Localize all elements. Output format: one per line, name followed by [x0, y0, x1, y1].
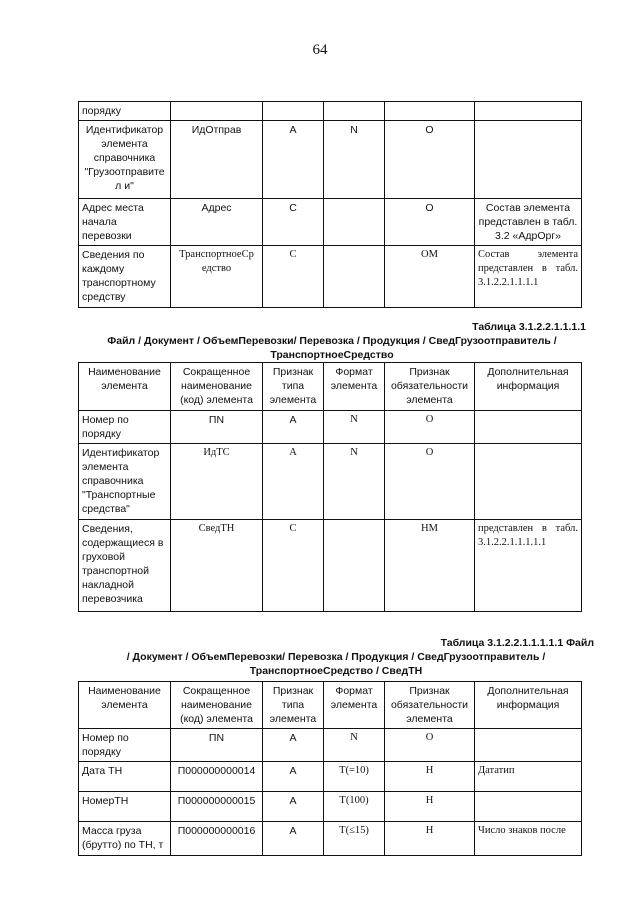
- cell-required: НМ: [385, 520, 475, 612]
- table-row: [79, 444, 582, 520]
- cell-name: Идентификатор элемента справочника "Грузоотправител и": [79, 121, 171, 199]
- cell-required: Н: [385, 792, 475, 822]
- cell-required: О: [385, 444, 475, 520]
- cell-type: А: [263, 822, 324, 856]
- header-required: Признак обязательности элемента: [385, 363, 475, 411]
- cell-required: О: [385, 729, 475, 762]
- cell-info: [475, 444, 582, 520]
- cell-name: Идентификатор элемента справочника "Транспортные средства": [79, 444, 171, 520]
- cell-format: N: [324, 729, 385, 762]
- cell-name: Номер по порядку: [79, 411, 171, 444]
- cell-info: [475, 411, 582, 444]
- cell-name: порядку: [79, 102, 171, 121]
- table-transport: [78, 362, 582, 612]
- cell-code: П000000000015: [171, 792, 263, 822]
- header-type: Признак типа элемента: [263, 682, 324, 729]
- header-row: [79, 363, 582, 411]
- cell-format: Т(100): [324, 792, 385, 822]
- table-row: [79, 102, 582, 121]
- cell-code: [171, 102, 263, 121]
- table-continued: [78, 101, 582, 308]
- cell-code: СведТН: [171, 520, 263, 612]
- cell-required: Н: [385, 822, 475, 856]
- cell-code: П000000000016: [171, 822, 263, 856]
- cell-type: А: [263, 729, 324, 762]
- cell-name: Сведения, содержащиеся в груховой транспортной накладной перевозчика: [79, 520, 171, 612]
- cell-format: [324, 520, 385, 612]
- cell-info: Состав элемента представлен в табл. 3.1.2.2.1.1.1.1: [475, 246, 582, 308]
- cell-required: [385, 102, 475, 121]
- cell-name: Адрес места начала перевозки: [79, 199, 171, 246]
- table-row: [79, 246, 582, 308]
- cell-type: А: [263, 411, 324, 444]
- cell-name: Номер по порядку: [79, 729, 171, 762]
- cell-code: ПN: [171, 411, 263, 444]
- cell-type: С: [263, 520, 324, 612]
- cell-info: [475, 729, 582, 762]
- table-row: [79, 762, 582, 792]
- cell-required: ОМ: [385, 246, 475, 308]
- cell-code: П000000000014: [171, 762, 263, 792]
- header-code: Сокращенное наименование (код) элемента: [171, 682, 263, 729]
- cell-format: N: [324, 121, 385, 199]
- cell-type: С: [263, 246, 324, 308]
- table-row: [79, 199, 582, 246]
- header-format: Формат элемента: [324, 363, 385, 411]
- table-row: [79, 121, 582, 199]
- cell-info: [475, 792, 582, 822]
- cell-format: [324, 199, 385, 246]
- cell-format: Т(=10): [324, 762, 385, 792]
- header-type: Признак типа элемента: [263, 363, 324, 411]
- cell-info: Состав элемента представлен в табл. 3.2 «АдрОрг»: [475, 199, 582, 246]
- cell-format: [324, 246, 385, 308]
- table-number: Таблица 3.1.2.2.1.1.1.1.1 Файл: [440, 637, 594, 649]
- cell-required: Н: [385, 762, 475, 792]
- cell-type: А: [263, 762, 324, 792]
- header-name: Наименование элемента: [79, 682, 171, 729]
- cell-name: НомерТН: [79, 792, 171, 822]
- table-row: [79, 729, 582, 762]
- table-path: / Документ / ОбъемПеревозки/ Перевозка / Продукция / СведГрузоотправитель /: [126, 651, 546, 663]
- cell-info: Число знаков после: [475, 822, 582, 856]
- table-number: Таблица 3.1.2.2.1.1.1.1: [472, 321, 586, 333]
- cell-code: ИдТС: [171, 444, 263, 520]
- table-row: [79, 822, 582, 856]
- cell-required: О: [385, 411, 475, 444]
- cell-required: О: [385, 121, 475, 199]
- header-required: Признак обязательности элемента: [385, 682, 475, 729]
- cell-code: Адрес: [171, 199, 263, 246]
- cell-info: [475, 121, 582, 199]
- header-row: [79, 682, 582, 729]
- table-caption: [78, 320, 586, 362]
- cell-code: ИдОтправ: [171, 121, 263, 199]
- table-row: [79, 520, 582, 612]
- header-name: Наименование элемента: [79, 363, 171, 411]
- table-path: Файл / Документ / ОбъемПеревозки/ Перевозка / Продукция / СведГрузоотправитель /: [107, 335, 557, 347]
- header-info: Дополнительная информация: [475, 363, 582, 411]
- header-code: Сокращенное наименование (код) элемента: [171, 363, 263, 411]
- cell-type: [263, 102, 324, 121]
- cell-code: ПN: [171, 729, 263, 762]
- cell-format: Т(≤15): [324, 822, 385, 856]
- cell-type: А: [263, 121, 324, 199]
- cell-info: Дататип: [475, 762, 582, 792]
- table-row: [79, 411, 582, 444]
- cell-format: [324, 102, 385, 121]
- table-path-end: ТранспортноеСредство: [270, 349, 394, 361]
- table-row: [79, 792, 582, 822]
- table-caption: [78, 636, 594, 678]
- cell-type: С: [263, 199, 324, 246]
- cell-info: представлен в табл. 3.1.2.2.1.1.1.1.1: [475, 520, 582, 612]
- table-path-end: ТранспортноеСредство / СведТН: [249, 665, 423, 677]
- header-format: Формат элемента: [324, 682, 385, 729]
- cell-required: О: [385, 199, 475, 246]
- cell-name: Дата ТН: [79, 762, 171, 792]
- cell-name: Масса груза (брутто) по ТН, т: [79, 822, 171, 856]
- table-waybill: [78, 681, 582, 856]
- header-info: Дополнительная информация: [475, 682, 582, 729]
- cell-format: N: [324, 444, 385, 520]
- page-number: 64: [312, 42, 328, 58]
- cell-info: [475, 102, 582, 121]
- cell-code: ТранспортноеСр едство: [171, 246, 263, 308]
- cell-type: А: [263, 792, 324, 822]
- cell-type: А: [263, 444, 324, 520]
- cell-name: Сведения по каждому транспортному средству: [79, 246, 171, 308]
- cell-format: N: [324, 411, 385, 444]
